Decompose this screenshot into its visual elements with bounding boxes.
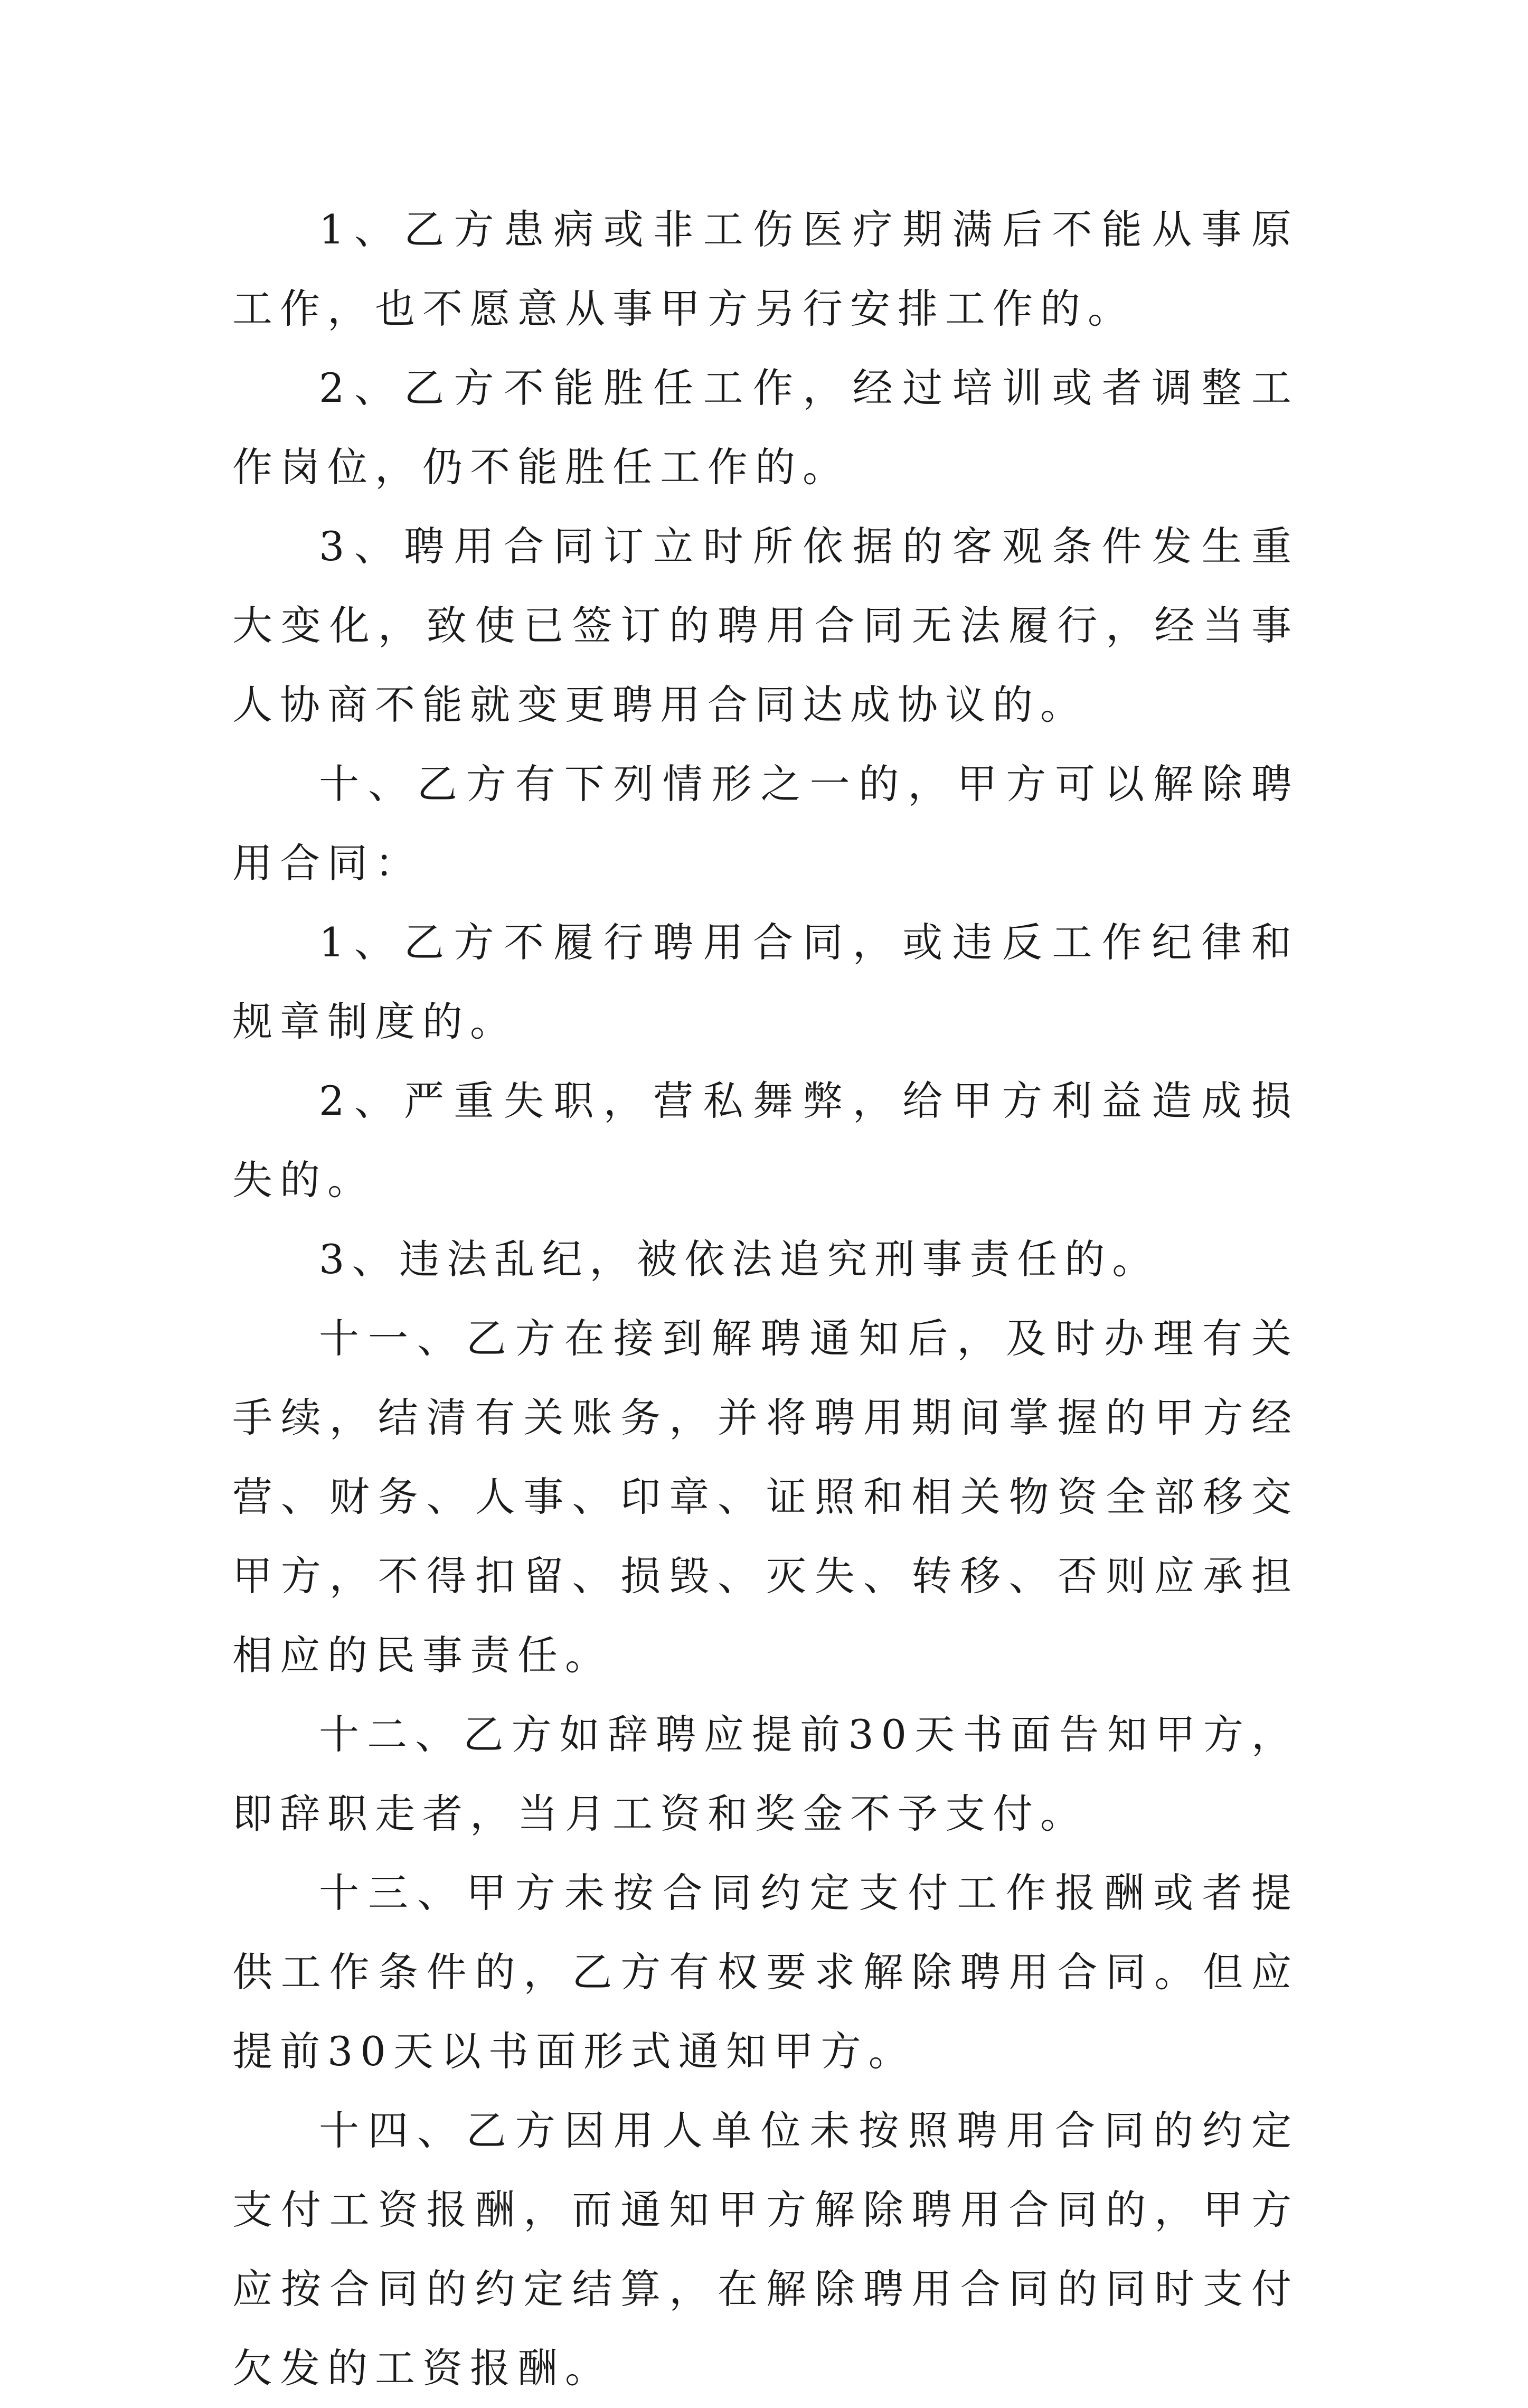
paragraph-clause-9-item-2: 2、乙方不能胜任工作，经过培训或者调整工作岗位，仍不能胜任工作的。 xyxy=(232,364,1299,491)
paragraph-clause-14: 十四、乙方因用人单位未按照聘用合同的约定支付工资报酬，而通知甲方解除聘用合同的，甲方应按合同的约定结算，在解除聘用合同的同时支付欠发的工资报酬。 xyxy=(232,2107,1299,2392)
paragraph-clause-11: 十一、乙方在接到解聘通知后，及时办理有关手续，结清有关账务，并将聘用期间掌握的甲方经营、财务、人事、印章、证照和相关物资全部移交甲方，不得扣留、损毁、灭失、转移、否则应承担相应的民事责任。 xyxy=(232,1315,1299,1679)
paragraph-clause-10-heading: 十、乙方有下列情形之一的，甲方可以解除聘用合同： xyxy=(232,760,1299,887)
paragraph-clause-10-item-1: 1、乙方不履行聘用合同，或违反工作纪律和规章制度的。 xyxy=(232,919,1299,1045)
paragraph-clause-10-item-2: 2、严重失职，营私舞弊，给甲方利益造成损失的。 xyxy=(232,1077,1299,1203)
paragraph-clause-13: 十三、甲方未按合同约定支付工作报酬或者提供工作条件的，乙方有权要求解除聘用合同。但应提前30天以书面形式通知甲方。 xyxy=(232,1869,1299,2075)
document-body xyxy=(232,190,1299,2408)
paragraph-clause-10-item-3: 3、违法乱纪，被依法追究刑事责任的。 xyxy=(319,1236,1160,1283)
paragraph-clause-12: 十二、乙方如辞聘应提前30天书面告知甲方，即辞职走者，当月工资和奖金不予支付。 xyxy=(232,1711,1299,1837)
paragraph-clause-9-item-1: 1、乙方患病或非工伤医疗期满后不能从事原工作，也不愿意从事甲方另行安排工作的。 xyxy=(232,206,1299,332)
paragraph-clause-9-item-3: 3、聘用合同订立时所依据的客观条件发生重大变化，致使已签订的聘用合同无法履行，经当事人协商不能就变更聘用合同达成协议的。 xyxy=(232,523,1299,728)
